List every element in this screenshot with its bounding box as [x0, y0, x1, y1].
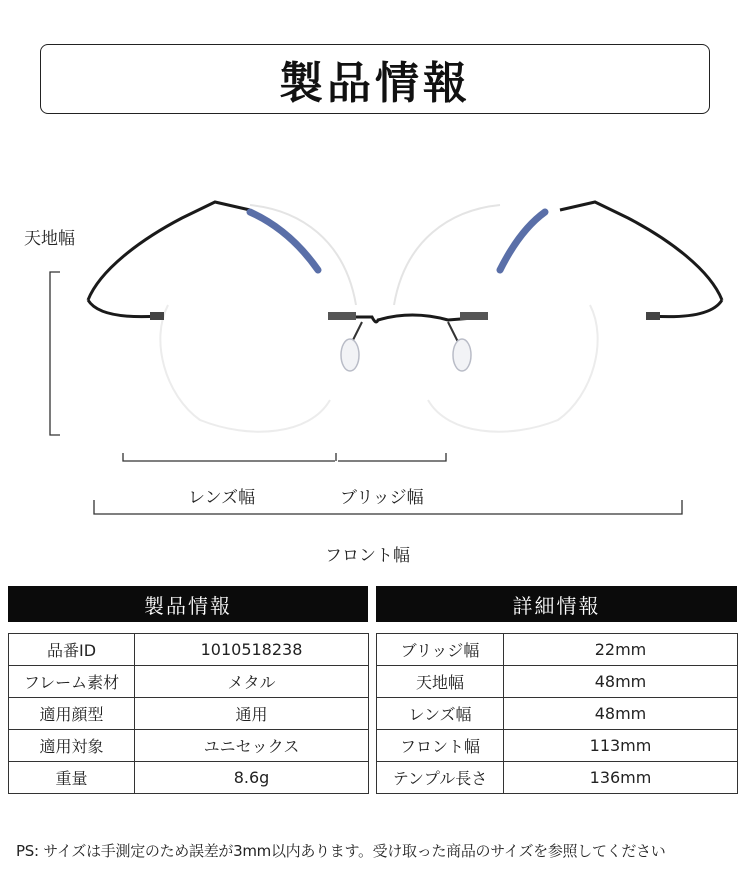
row-label: テンプル長さ — [377, 762, 504, 794]
row-value: ユニセックス — [135, 730, 369, 762]
row-label: 重量 — [9, 762, 135, 794]
row-label: フレーム素材 — [9, 666, 135, 698]
row-label: レンズ幅 — [377, 698, 504, 730]
row-label: 品番ID — [9, 634, 135, 666]
row-value: メタル — [135, 666, 369, 698]
rimless-glasses-image — [0, 150, 750, 450]
row-label: ブリッジ幅 — [377, 634, 504, 666]
page-title: 製品情報 — [279, 58, 471, 109]
footnote: PS: サイズは手測定のため誤差が3mm以内あります。受け取った商品のサイズを参照してください — [16, 842, 666, 860]
table-row — [377, 730, 738, 762]
detail-table-header: 詳細情報 — [376, 586, 737, 622]
row-value: 8.6g — [135, 762, 369, 794]
table-row — [9, 666, 369, 698]
lens-width-label: レンズ幅 — [188, 488, 256, 508]
front-width-label: フロント幅 — [325, 546, 410, 566]
row-value: 48mm — [504, 666, 738, 698]
table-row — [9, 634, 369, 666]
product-table-header: 製品情報 — [8, 586, 368, 622]
row-label: 適用顔型 — [9, 698, 135, 730]
row-value: 通用 — [135, 698, 369, 730]
bridge-width-label: ブリッジ幅 — [340, 488, 424, 508]
table-row — [377, 666, 738, 698]
row-value: 22mm — [504, 634, 738, 666]
product-table — [8, 633, 369, 794]
table-row — [9, 730, 369, 762]
table-row — [9, 698, 369, 730]
table-row — [377, 634, 738, 666]
detail-table — [376, 633, 738, 794]
row-value: 113mm — [504, 730, 738, 762]
height-label: 天地幅 — [24, 229, 75, 249]
table-row — [9, 762, 369, 794]
row-label: フロント幅 — [377, 730, 504, 762]
row-value: 136mm — [504, 762, 738, 794]
row-label: 天地幅 — [377, 666, 504, 698]
title-box — [40, 44, 710, 114]
table-row — [377, 762, 738, 794]
row-label: 適用対象 — [9, 730, 135, 762]
row-value: 1010518238 — [135, 634, 369, 666]
row-value: 48mm — [504, 698, 738, 730]
table-row — [377, 698, 738, 730]
